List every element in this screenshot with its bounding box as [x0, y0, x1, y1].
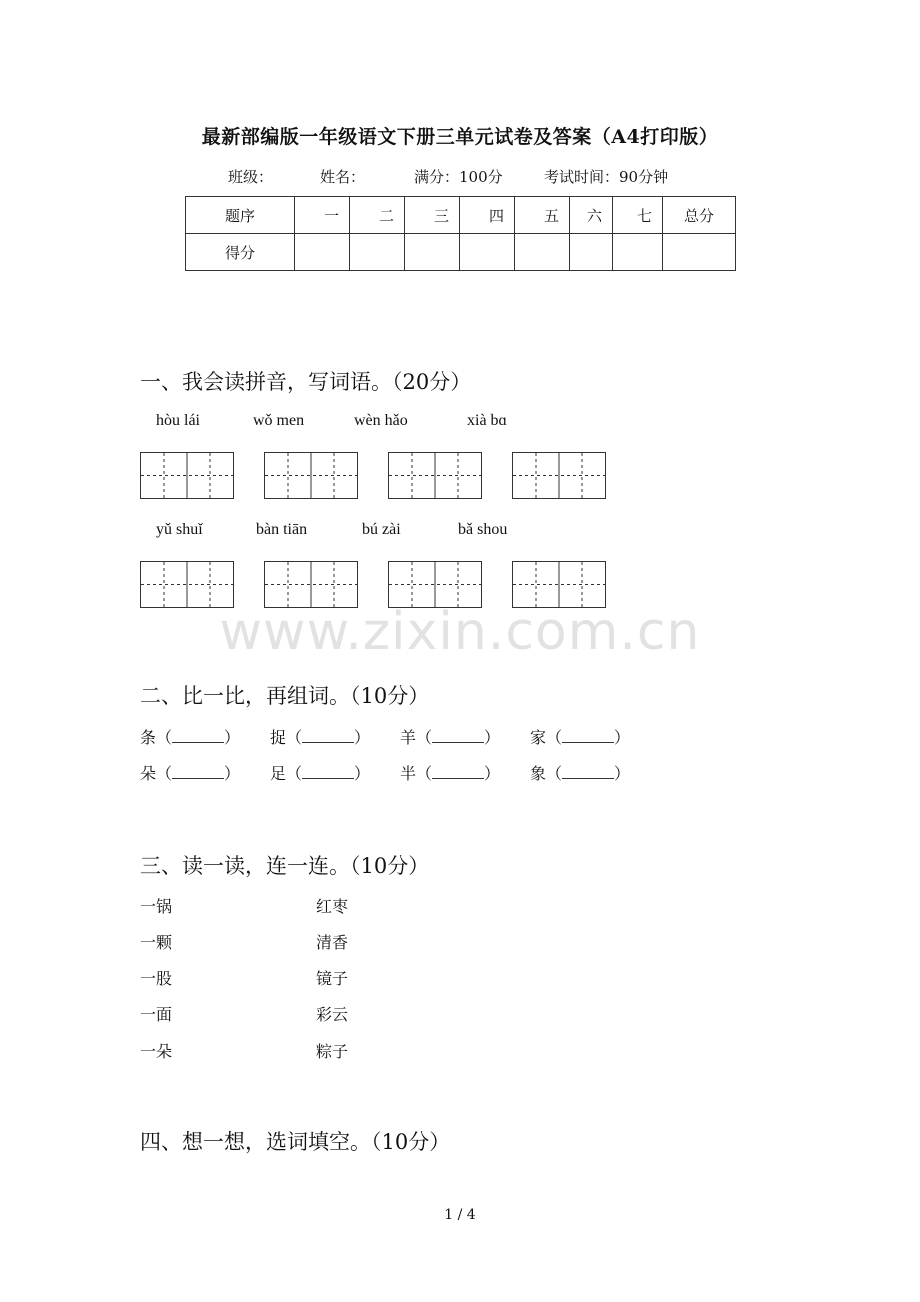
score-header-cell: 五	[515, 197, 570, 234]
score-cell[interactable]	[405, 234, 460, 271]
grid-lines	[265, 562, 357, 607]
compare-char: 羊	[400, 728, 417, 747]
pinyin-label: wǒ men	[253, 412, 305, 429]
compare-item[interactable]: 象（ ）	[530, 764, 631, 783]
compare-item[interactable]: 半（ ）	[400, 764, 501, 783]
compare-item[interactable]: 羊（ ）	[400, 728, 501, 747]
match-left-item[interactable]: 一面	[140, 1005, 173, 1024]
score-header-cell: 一	[295, 197, 350, 234]
watermark: www.zixin.com.cn	[219, 602, 701, 662]
writing-grid[interactable]	[388, 452, 482, 499]
score-cell[interactable]	[515, 234, 570, 271]
page-number: 1 / 4	[444, 1207, 476, 1223]
section-3-heading: 三、读一读，连一连。（10分）	[140, 854, 430, 878]
score-header-cell: 二	[350, 197, 405, 234]
score-table-score-row	[186, 234, 736, 271]
score-cell[interactable]	[570, 234, 613, 271]
name-label: 姓名：	[320, 168, 366, 186]
pinyin-label: bàn tiān	[256, 521, 308, 538]
section-1-heading: 一、我会读拼音，写词语。（20分）	[140, 370, 472, 394]
score-table	[185, 196, 736, 271]
pinyin-label: yǔ shuǐ	[156, 521, 203, 538]
grid-lines	[389, 562, 481, 607]
pinyin-label: bú zài	[362, 521, 401, 538]
score-table-header-row	[186, 197, 736, 234]
compare-item[interactable]: 捉（ ）	[270, 728, 371, 747]
match-left-item[interactable]: 一朵	[140, 1042, 173, 1061]
answer-blank[interactable]	[172, 728, 224, 743]
compare-char: 朵	[140, 764, 157, 783]
answer-blank[interactable]	[302, 728, 354, 743]
writing-grid[interactable]	[140, 452, 234, 499]
compare-char: 半	[400, 764, 417, 783]
score-header-cell: 题序	[186, 197, 295, 234]
answer-blank[interactable]	[432, 728, 484, 743]
pinyin-label: bǎ shou	[458, 521, 508, 538]
compare-item[interactable]: 条（ ）	[140, 728, 241, 747]
compare-char: 象	[530, 764, 547, 783]
compare-item[interactable]: 足（ ）	[270, 764, 371, 783]
match-right-item[interactable]: 清香	[316, 933, 349, 952]
match-right-item[interactable]: 红枣	[316, 897, 349, 916]
answer-blank[interactable]	[172, 764, 224, 779]
grid-lines	[141, 453, 233, 498]
full-score: 满分：100分	[414, 168, 503, 186]
pinyin-label: hòu lái	[156, 412, 200, 429]
score-cell[interactable]	[460, 234, 515, 271]
writing-grid[interactable]	[388, 561, 482, 608]
pinyin-label: wèn hǎo	[354, 412, 408, 429]
score-header-cell: 三	[405, 197, 460, 234]
answer-blank[interactable]	[562, 764, 614, 779]
writing-grid[interactable]	[512, 561, 606, 608]
score-header-cell: 六	[570, 197, 613, 234]
score-header-cell: 七	[613, 197, 663, 234]
writing-grid[interactable]	[512, 452, 606, 499]
answer-blank[interactable]	[562, 728, 614, 743]
score-header-cell: 总分	[663, 197, 736, 234]
section-2-heading: 二、比一比，再组词。（10分）	[140, 684, 430, 708]
score-cell[interactable]	[350, 234, 405, 271]
score-cell[interactable]	[295, 234, 350, 271]
writing-grid[interactable]	[140, 561, 234, 608]
grid-lines	[141, 562, 233, 607]
pinyin-label: xià bɑ	[467, 412, 507, 429]
score-row-label: 得分	[186, 234, 295, 271]
grid-lines	[513, 562, 605, 607]
match-left-item[interactable]: 一锅	[140, 897, 173, 916]
match-left-item[interactable]: 一颗	[140, 933, 173, 952]
grid-lines	[265, 453, 357, 498]
score-cell[interactable]	[663, 234, 736, 271]
page-title: 最新部编版一年级语文下册三单元试卷及答案（A4打印版）	[201, 126, 719, 148]
score-cell[interactable]	[613, 234, 663, 271]
score-header-cell: 四	[460, 197, 515, 234]
compare-item[interactable]: 家（ ）	[530, 728, 631, 747]
writing-grid[interactable]	[264, 452, 358, 499]
answer-blank[interactable]	[432, 764, 484, 779]
grid-lines	[513, 453, 605, 498]
class-label: 班级：	[228, 168, 274, 186]
grid-lines	[389, 453, 481, 498]
compare-char: 条	[140, 728, 157, 747]
compare-item[interactable]: 朵（ ）	[140, 764, 241, 783]
answer-blank[interactable]	[302, 764, 354, 779]
writing-grid[interactable]	[264, 561, 358, 608]
section-4-heading: 四、想一想，选词填空。（10分）	[140, 1130, 451, 1154]
exam-time: 考试时间：90分钟	[544, 168, 669, 186]
match-right-item[interactable]: 彩云	[316, 1005, 349, 1024]
compare-char: 捉	[270, 728, 287, 747]
match-left-item[interactable]: 一股	[140, 969, 173, 988]
compare-char: 足	[270, 764, 287, 783]
match-right-item[interactable]: 粽子	[316, 1042, 349, 1061]
compare-char: 家	[530, 728, 547, 747]
match-right-item[interactable]: 镜子	[316, 969, 349, 988]
